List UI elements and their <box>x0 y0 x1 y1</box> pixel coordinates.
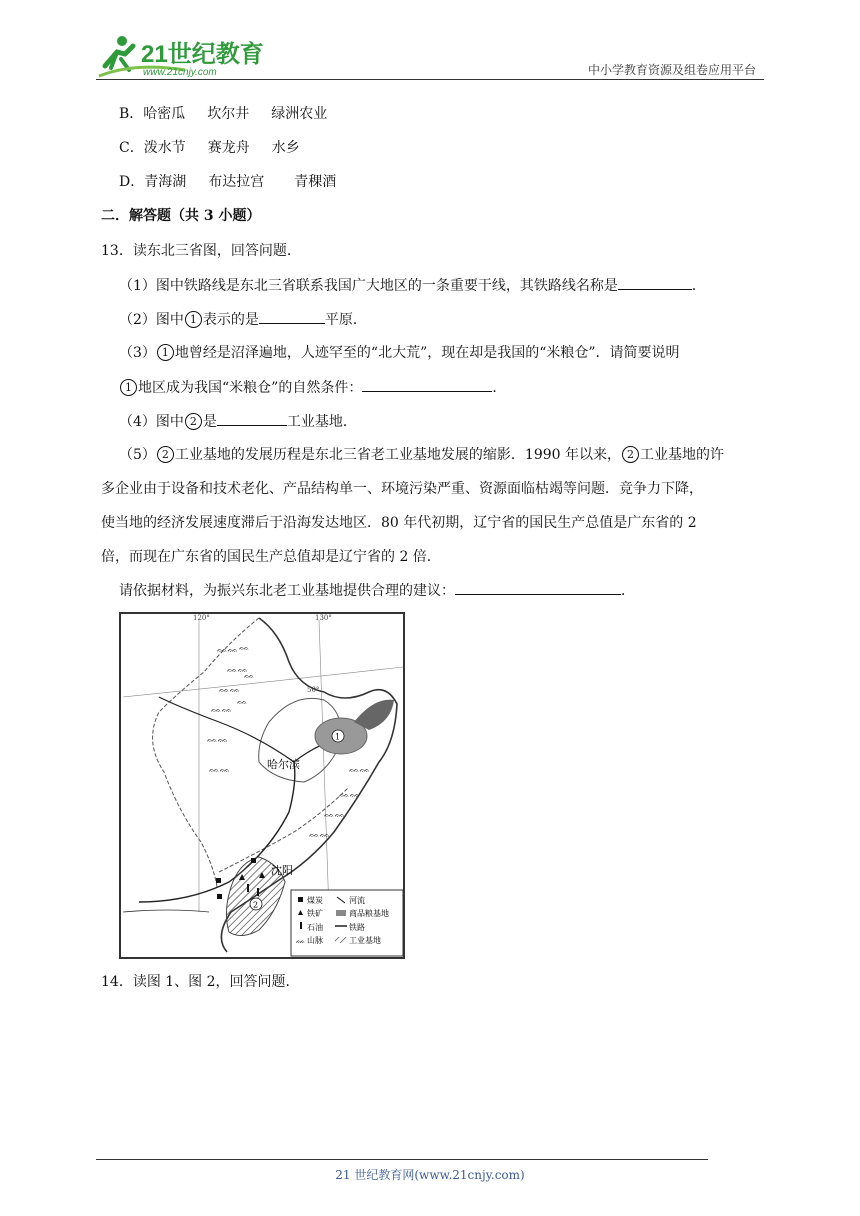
punct: ． <box>691 278 706 294</box>
q13-part5-line1 <box>119 445 724 465</box>
lon-label: 120° <box>193 614 210 622</box>
svg-text:ᨐᨐ: ᨐᨐ <box>211 705 233 715</box>
punct: ． <box>492 380 507 396</box>
marker-1-label: 1 <box>335 732 341 742</box>
q13-part1 <box>119 275 706 296</box>
logo-runner-icon <box>95 32 265 82</box>
lat-label: 50° <box>307 686 320 694</box>
svg-text:ᨐ: ᨐ <box>244 671 255 681</box>
answer-blank[interactable] <box>455 580 621 595</box>
part-text: 地区成为我国“米粮仓”的自然条件： <box>138 380 363 396</box>
option-item: 坎尔井 <box>207 106 250 122</box>
svg-text:ᨐᨐ: ᨐᨐ <box>217 645 239 655</box>
part-text: 表示的是 <box>202 312 259 328</box>
legend-river: 河流 <box>349 896 365 905</box>
part-text: （4）图中 <box>119 414 184 430</box>
footer-divider <box>96 1159 708 1160</box>
q13-part4 <box>119 411 357 432</box>
svg-text:ᨐᨐ: ᨐᨐ <box>207 735 229 745</box>
option-c <box>119 138 300 158</box>
option-item: 哈密瓜 <box>143 106 186 122</box>
option-letter: C． <box>119 140 144 156</box>
q13-part5-line2: 多企业由于设备和技术老化、产品结构单一、环境污染严重、资源面临枯竭等问题．竞争力下降， <box>101 481 703 497</box>
option-item: 泼水节 <box>143 140 186 156</box>
site-logo <box>95 32 265 82</box>
answer-blank[interactable] <box>362 377 492 392</box>
svg-text:ᨐ: ᨐ <box>239 643 250 653</box>
q13-stem: 13．读东北三省图，回答问题． <box>101 243 301 259</box>
svg-text:ᨐᨐ: ᨐᨐ <box>349 765 371 775</box>
part-text: 工业基地． <box>286 414 357 430</box>
svg-text:ᨐᨐ: ᨐᨐ <box>227 665 249 675</box>
circled-number: 2 <box>622 446 639 463</box>
part-text: 工业基地的发展历程是东北三省老工业基地发展的缩影．1990 年以来， <box>174 447 621 463</box>
lon-label: 130° <box>315 614 332 622</box>
option-b <box>119 104 327 124</box>
legend-iron: 铁矿 <box>307 909 323 918</box>
circled-number: 1 <box>157 344 174 361</box>
q13-part3-line2 <box>119 377 506 398</box>
q13-part5-line4: 倍，而现在广东省的国民生产总值却是辽宁省的 2 倍． <box>101 549 441 565</box>
part-text: （5） <box>119 447 156 463</box>
q13-suggestion <box>119 580 635 601</box>
option-item: 绿洲农业 <box>271 106 328 122</box>
q13-part2 <box>119 309 367 330</box>
q13-part3-line1 <box>119 343 680 363</box>
part-text: 请依据材料，为振兴东北老工业基地提供合理的建议： <box>119 583 455 599</box>
svg-text:ᨐ: ᨐ <box>296 936 306 945</box>
logo-text: 21世纪教育 <box>141 41 264 68</box>
part-text: 是 <box>202 414 217 430</box>
part-text: 工业基地的许 <box>640 447 724 463</box>
legend-oil: 石油 <box>307 923 323 932</box>
svg-text:ᨐᨐ: ᨐᨐ <box>324 810 346 820</box>
circled-number: 2 <box>157 446 174 463</box>
platform-title: 中小学教育资源及组卷应用平台 <box>587 63 756 77</box>
part-text: 平原． <box>324 312 367 328</box>
circled-number: 2 <box>185 413 202 430</box>
option-item: 水乡 <box>271 140 300 156</box>
svg-text:ᨐ: ᨐ <box>237 697 248 707</box>
legend-rail: 铁路 <box>349 923 365 932</box>
part-text: （2）图中 <box>119 312 184 328</box>
option-letter: D． <box>119 174 145 190</box>
part-text: 地曾经是沼泽遍地，人迹罕至的“北大荒”，现在却是我国的“米粮仓”．请简要说明 <box>174 345 680 361</box>
part-text: （3） <box>119 345 156 361</box>
option-item: 赛龙舟 <box>207 140 250 156</box>
q14-stem: 14．读图 1、图 2，回答问题． <box>101 974 300 990</box>
northeast-china-map <box>119 612 405 959</box>
logo-url: www.21cnjy.com <box>143 67 217 78</box>
circled-number: 1 <box>120 379 137 396</box>
legend-industry: 工业基地 <box>349 936 381 945</box>
map-legend <box>291 890 403 956</box>
city-shenyang: 沈阳 <box>271 864 293 877</box>
option-item: 布达拉宫 <box>208 174 265 190</box>
punct: ． <box>621 583 635 599</box>
city-harbin: 哈尔滨 <box>267 758 300 771</box>
marker-2-label: 2 <box>253 900 259 910</box>
answer-blank[interactable] <box>618 275 692 290</box>
svg-text:ᨐᨐ: ᨐᨐ <box>219 685 241 695</box>
q13-part5-line3: 使当地的经济发展速度滞后于沿海发达地区．80 年代初期，辽宁省的国民生产总值是广东省的 2 <box>101 515 697 531</box>
option-item: 青海湖 <box>144 174 187 190</box>
answer-blank[interactable] <box>217 411 287 426</box>
legend-mountain: 山脉 <box>307 936 323 945</box>
section-title: 二．解答题（共 3 小题） <box>101 208 261 224</box>
option-d <box>119 172 336 192</box>
legend-grain: 商品粮基地 <box>349 909 389 918</box>
option-item: 青稞酒 <box>294 174 337 190</box>
header-divider <box>96 79 764 80</box>
svg-text:ᨐᨐ: ᨐᨐ <box>339 790 361 800</box>
svg-text:ᨐᨐ: ᨐᨐ <box>309 830 331 840</box>
footer-link[interactable]: 21 世纪教育网(www.21cnjy.com) <box>335 1168 525 1182</box>
option-letter: B． <box>119 106 144 122</box>
circled-number: 1 <box>185 311 202 328</box>
part-text: （1）图中铁路线是东北三省联系我国广大地区的一条重要干线，其铁路线名称是 <box>119 278 618 294</box>
legend-coal: 煤炭 <box>307 896 323 905</box>
answer-blank[interactable] <box>259 309 325 324</box>
svg-text:ᨐᨐ: ᨐᨐ <box>209 765 231 775</box>
